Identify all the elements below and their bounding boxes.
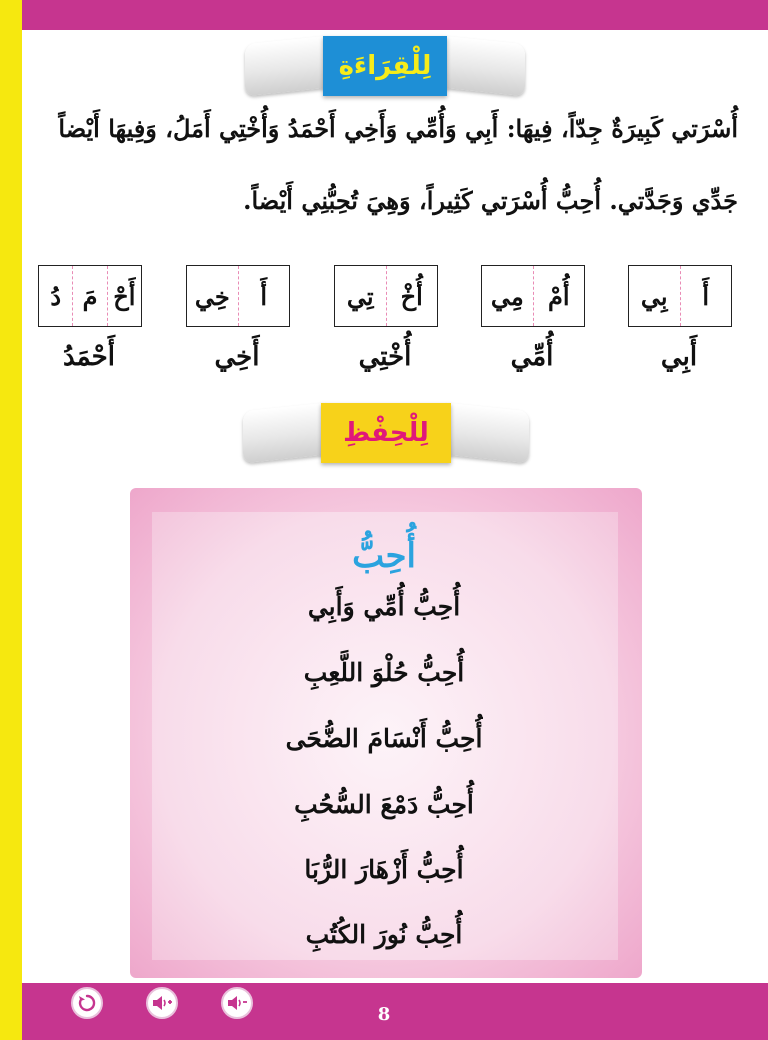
poem-line-3: أُحِبُّ أَنْسَامَ الضُّحَى: [285, 724, 483, 753]
ribbon-flap-left: [245, 36, 327, 97]
paragraph-line-2: جَدِّي وَجَدَّتي. أُحِبُّ أُسْرَتي كَثِيراً، وَهِيَ تُحِبُّنِي أَيْضاً.: [243, 186, 738, 215]
syllable-box-ahmad: [38, 265, 142, 327]
word-abi: أَبِي: [660, 342, 698, 372]
poem-line-5: أُحِبُّ أَزْهَارَ الرُّبَا: [304, 855, 464, 884]
syllable-cell: مَ: [72, 266, 106, 326]
syllable-cell: أَ: [680, 266, 732, 326]
replay-icon: [77, 993, 97, 1013]
volume-down-icon: [226, 993, 248, 1013]
syllable-cell: تِي: [346, 281, 374, 311]
word-ukhti: أُخْتِي: [358, 342, 412, 372]
poem-title: أُحِبُّ: [352, 536, 416, 576]
word-akhi: أَخِي: [214, 342, 260, 372]
syllable-cell: أُمْ: [533, 266, 585, 326]
memorize-header-ribbon: [243, 403, 529, 467]
left-yellow-bar: [0, 0, 22, 1040]
ribbon-flap-right: [443, 36, 525, 97]
syllable-cell: أُخْ: [386, 266, 438, 326]
syllable-box-ukhti: [334, 265, 438, 327]
syllable-box-abi: [628, 265, 732, 327]
word-ummi: أُمِّي: [510, 342, 554, 372]
reading-header-ribbon: [245, 36, 525, 100]
poem-line-1: أُحِبُّ أُمِّي وَأَبِي: [307, 592, 461, 621]
poem-line-6: أُحِبُّ نُورَ الكُتُبِ: [305, 920, 463, 949]
syllable-box-akhi: [186, 265, 290, 327]
syllable-box-ummi: [481, 265, 585, 327]
word-ahmad: أَحْمَدُ: [63, 342, 115, 372]
volume-up-button[interactable]: [146, 987, 178, 1019]
volume-down-button[interactable]: [221, 987, 253, 1019]
memorize-header-label: لِلْحِفْظِ: [321, 403, 451, 463]
syllable-cell: بِي: [640, 281, 668, 311]
paragraph-line-1: أُسْرَتي كَبِيرَةٌ جِدّاً، فِيهَا: أَبِي وَأُمِّي وَأَخِي أَحْمَدُ وَأُخْتِي أَمَلُ، وَفِيهَا أَيْضاً: [58, 114, 738, 143]
syllable-cell: أَ: [238, 266, 290, 326]
syllable-cell: خِي: [194, 281, 230, 311]
ribbon-flap-right: [447, 403, 529, 464]
syllable-cell: مِي: [490, 281, 524, 311]
replay-button[interactable]: [71, 987, 103, 1019]
syllable-cell: دُ: [50, 281, 62, 311]
top-magenta-bar: [22, 0, 768, 30]
ribbon-flap-left: [243, 403, 325, 464]
syllable-cell: أَحْ: [107, 266, 141, 326]
page-number: 8: [377, 1004, 391, 1025]
poem-line-4: أُحِبُّ دَمْعَ السُّحُبِ: [294, 790, 474, 819]
volume-up-icon: [151, 993, 173, 1013]
reading-header-label: لِلْقِرَاءَةِ: [323, 36, 447, 96]
poem-line-2: أُحِبُّ حُلْوَ اللَّعِبِ: [303, 658, 465, 687]
